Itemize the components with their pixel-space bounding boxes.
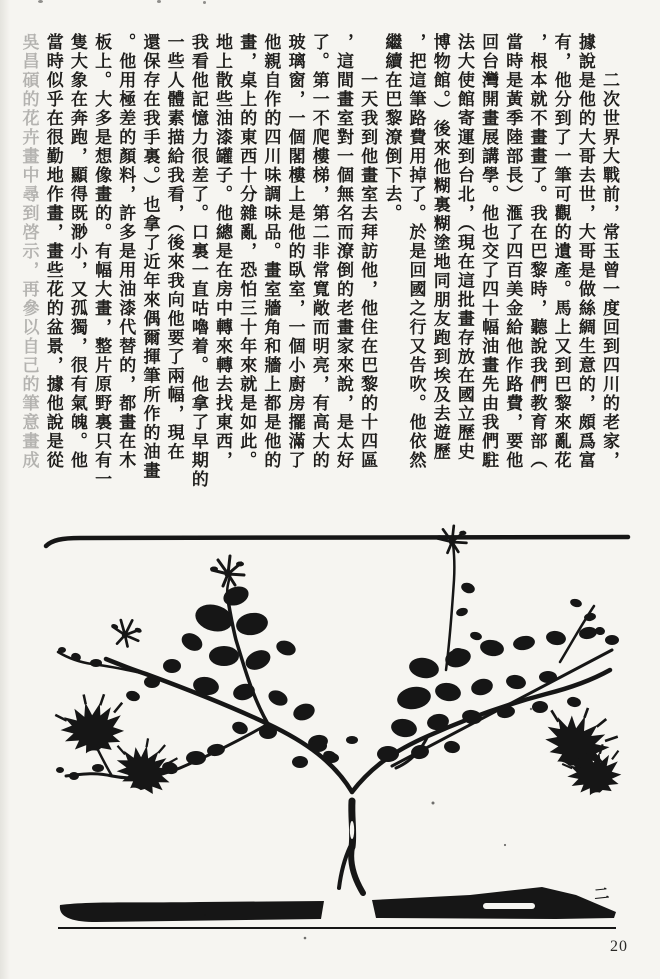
- text-column: 他親自作的四川味調味品。畫室牆角和牆上都是他的: [261, 33, 281, 470]
- article-text: [16, 33, 621, 498]
- text-column: 吳昌碩的花卉畫中尋到啓示，再參以自己的筆意畫成: [19, 33, 39, 470]
- ink-plant-illustration: [0, 500, 660, 979]
- text-column: 有，他分到了一筆可觀的遺產。馬上又到巴黎來亂花: [551, 33, 571, 470]
- text-column: 還保存在我手裏。）也拿了近年來偶爾揮筆所作的油畫: [140, 33, 160, 481]
- scan-speck: [157, 0, 161, 3]
- text-column: 我看他記憶力很差了。口裏一直咕嚕着。他拿了早期的: [188, 33, 208, 489]
- text-column: 隻大象在奔跑，顯得既渺小，又孤獨，很有氣魄。他: [67, 33, 87, 470]
- plant-trunk: [339, 801, 363, 893]
- top-rule: [46, 537, 628, 546]
- text-column: 畫，桌上的東西十分雜亂，恐怕三十年來就是如此。: [237, 33, 257, 470]
- text-column: 繼續在巴黎潦倒下去。: [382, 33, 402, 223]
- scan-speck: [38, 0, 43, 3]
- text-column: 博物館。）後來他糊裏糊塗地同朋友跑到埃及去遊歷: [430, 33, 450, 462]
- text-column: ，這間畫室對一個無名而潦倒的老畫家來說，是太好: [333, 33, 353, 470]
- text-column: 二次世界大戰前，常玉曾一度回到四川的老家，: [600, 33, 619, 470]
- text-column: 法大使館寄運到台北，（現在這批畫存放在國立歷史: [454, 33, 474, 462]
- text-column: 。他用極差的顏料，許多是用油漆代替的，都畫在木: [116, 33, 136, 470]
- text-column: 板上。大多是想像畫的。有幅大畫，整片原野裏只有一: [92, 33, 112, 489]
- text-column: 當時似乎在很勤地作畫，畫些花的盆景，據他說是從: [43, 33, 63, 470]
- text-column: 當時是黃季陸部長）滙了四百美金給他作路費，要他: [503, 33, 523, 470]
- table-band: [58, 887, 616, 928]
- text-column: 地上散些油漆罐子。他總是在房中轉來轉去找東西，: [213, 33, 232, 470]
- text-column: 玻璃窗，一個閣樓上是他的臥室，一個小廚房擺滿了: [285, 33, 305, 470]
- text-column: ，把這筆路費用掉了。於是回國之行又告吹。他依然: [406, 33, 426, 470]
- text-column: 一天我到他畫室去拜訪他，他住在巴黎的十四區: [358, 33, 378, 470]
- text-column: 了。第一不爬樓梯，第二非常寬敞而明亮，有高大的: [309, 33, 329, 470]
- flower-heads: [52, 526, 628, 802]
- text-column: ，根本就不畫畫了。我在巴黎時，聽說我們教育部（: [527, 33, 547, 470]
- text-column: 一些人體素描給我看，（後來我向他要了兩幅，現在: [164, 33, 184, 462]
- page-number: 20: [610, 938, 628, 955]
- illustration-number-marker: 二: [593, 886, 610, 904]
- scan-speck: [203, 1, 206, 4]
- text-column: 回台灣開畫展講學。他也交了四十幅油畫先由我們駐: [479, 33, 499, 470]
- text-column: 據說是他的大哥去世，大哥是做絲綢生意的，頗爲富: [575, 33, 595, 470]
